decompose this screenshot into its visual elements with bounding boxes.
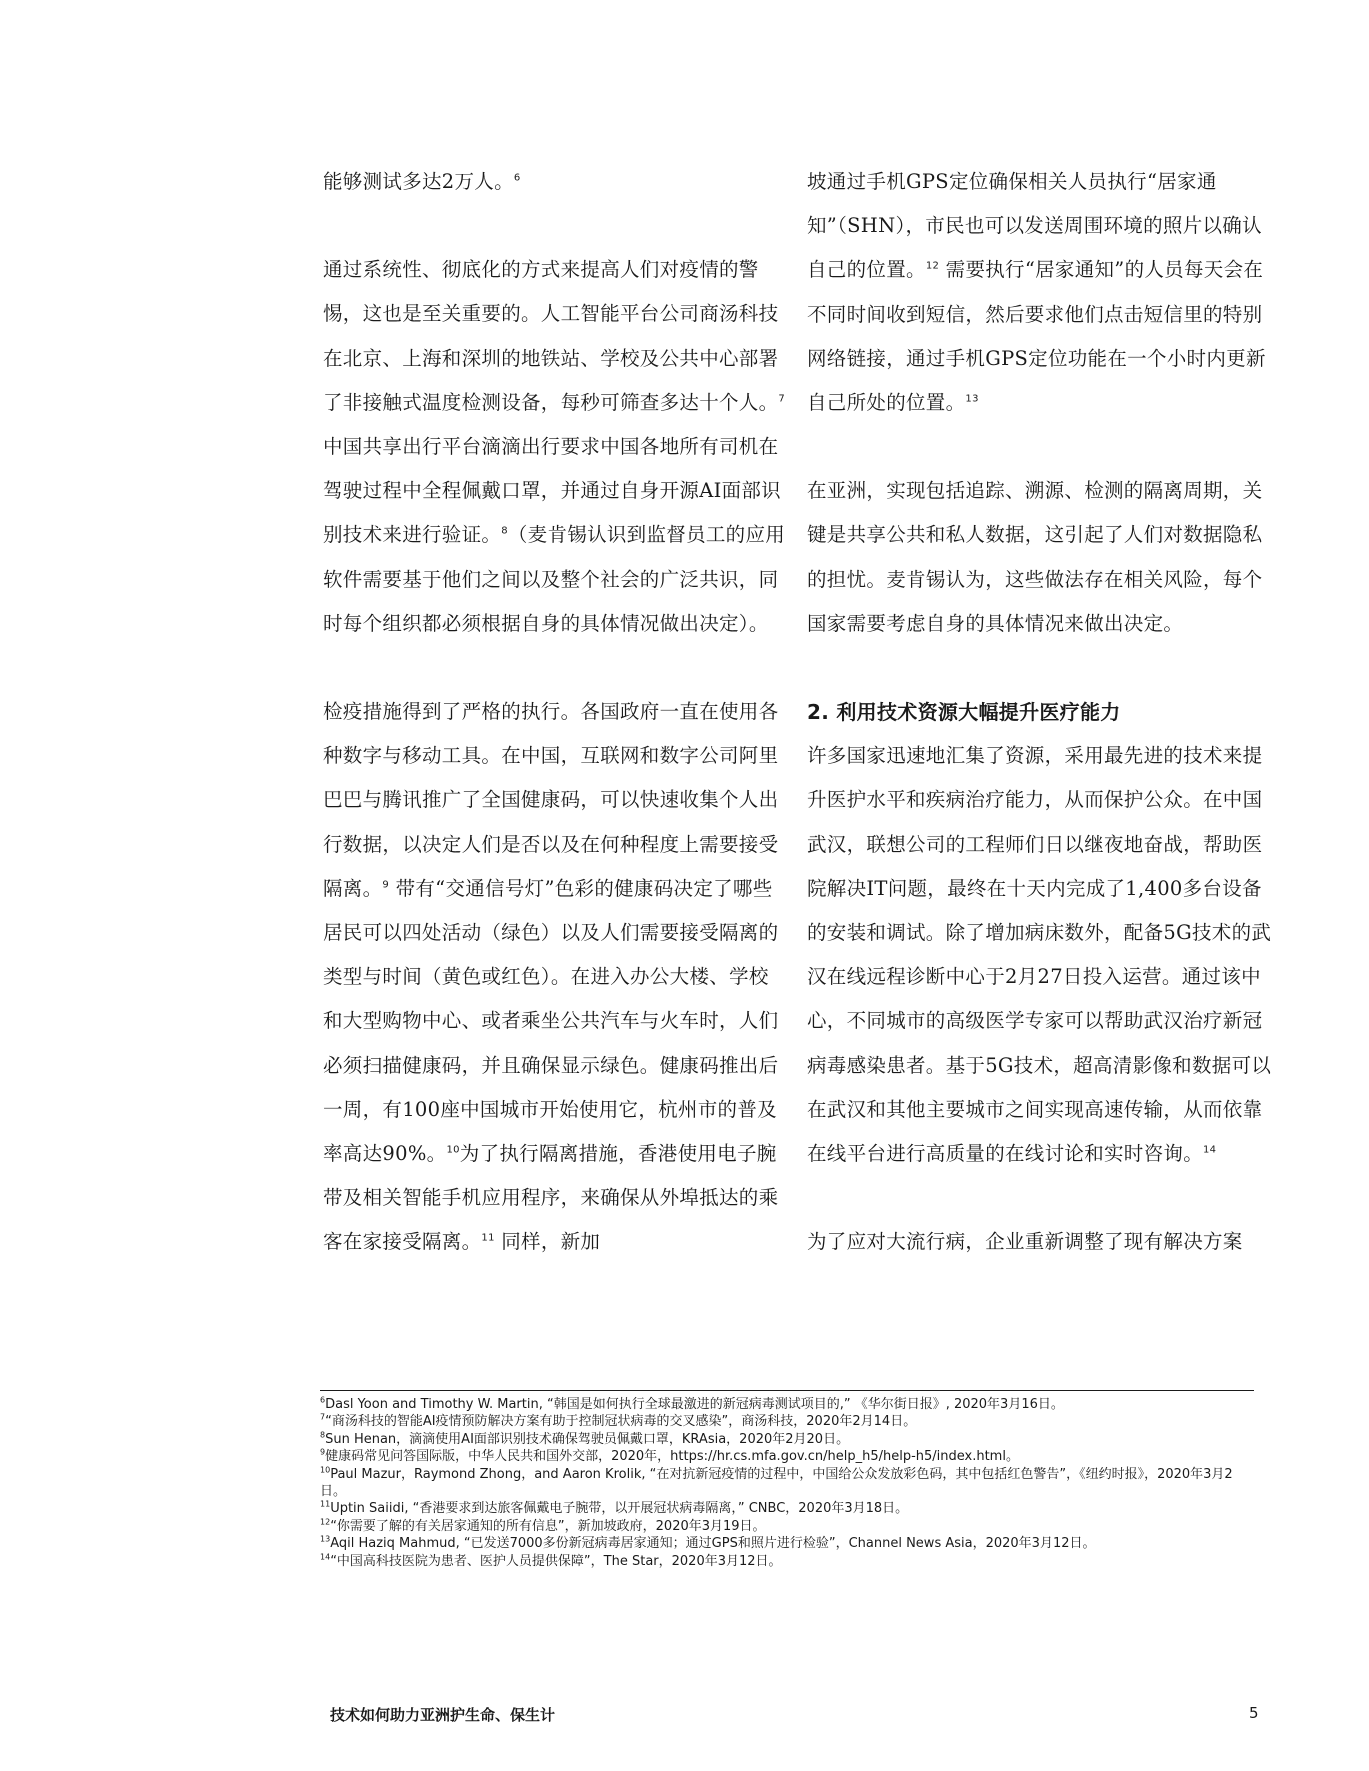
footnote-ref[interactable]: 14 <box>1203 1144 1217 1156</box>
page-number: 5 <box>1249 1704 1259 1722</box>
paragraph: 为了应对大流行病，企业重新调整了现有解决方案 <box>807 1230 1243 1254</box>
footnote-item: $^{13}$Aqil Haziq Mahmud, “已发送7000多份新冠病毒居家通知；通过GPS和照片进行检验”，Channel News Asia，2020年3月12日。 <box>320 1534 1096 1552</box>
footnote-item: $^8$Sun Henan，滴滴使用AI面部识别技术确保驾驶员佩戴口罩，KRAsia，2020年2月20日。 <box>320 1430 850 1447</box>
footnote-item: $^{14}$“中国高科技医院为患者、医护人员提供保障”，The Star，2020年3月12日。 <box>320 1552 782 1569</box>
footnote-ref[interactable]: 8 <box>501 525 508 537</box>
right-column <box>807 160 1272 1264</box>
footnote-divider <box>320 1390 1254 1391</box>
footnote-ref[interactable]: 6 <box>513 172 521 184</box>
footnote-ref[interactable]: 12 <box>925 260 940 272</box>
footnote-item: $^7$“商汤科技的智能AI疫情预防解决方案有助于控制冠状病毒的交叉感染”，商汤科技，2020年2月14日。 <box>320 1413 917 1430</box>
footnote-ref[interactable]: 10 <box>446 1144 460 1156</box>
footnote-ref[interactable]: 7 <box>778 393 786 405</box>
footnote-ref[interactable]: 13 <box>965 393 979 405</box>
footnote-item: $^{10}$Paul Mazur，Raymond Zhong，and Aaron Krolik, “在对抗新冠疫情的过程中，中国给公众发放彩色码，其中包括红色警告”，《纽约时报》，2020年3月2日。 <box>320 1465 1233 1500</box>
section-heading: 2. 利用技术资源大幅提升医疗能力 <box>807 700 1121 725</box>
footnotes <box>320 1396 1254 1570</box>
footnote-ref[interactable]: 9 <box>382 879 390 891</box>
footnote-item: $^{12}$“你需要了解的有关居家通知的所有信息”，新加坡政府，2020年3月19日。 <box>320 1517 766 1534</box>
paragraph: 检疫措施得到了严格的执行。各国政府一直在使用各种数字与移动工具。在中国，互联网和数字公司阿里巴巴与腾讯推广了全国健康码，可以快速收集个人出行数据，以决定人们是否以及在何种程度上需要接受隔离。$^9$ 带有“交通信号灯”色彩的健康码决定了哪些居民可以四处活动（绿色）以及人们需要接受隔离的类型与时间（黄色或红色）。在进入办公大楼、学校和大型购物中心、或者乘坐公共汽车与火车时，人们必须扫描健康码，并且确保显示绿色。健康码推出后一周，有100座中国城市开始使用它，杭州市的普及率高达90%。$^{10}$为了执行隔离措施，香港使用电子腕带及相关智能手机应用程序，来确保从外埠抵达的乘客在家接受隔离。$^{11}$ 同样，新加 <box>323 700 779 1254</box>
footnote-item: $^6$Dasl Yoon and Timothy W. Martin, “韩国是如何执行全球最激进的新冠病毒测试项目的,” 《华尔街日报》, 2020年3月16日。 <box>320 1395 1064 1412</box>
footnote-ref[interactable]: 11 <box>481 1232 495 1244</box>
paragraph: 许多国家迅速地汇集了资源，采用最先进的技术来提升医护水平和疾病治疗能力，从而保护公众。在中国武汉，联想公司的工程师们日以继夜地奋战，帮助医院解决IT问题，最终在十天内完成了1,400多台设备的安装和调试。除了增加病床数外，配备5G技术的武汉在线远程诊断中心于2月27日投入运营。通过该中心，不同城市的高级医学专家可以帮助武汉治疗新冠病毒感染患者。基于5G技术，超高清影像和数据可以在武汉和其他主要城市之间实现高速传输，从而依靠在线平台进行高质量的在线讨论和实时咨询。$^{14}$ <box>807 744 1272 1166</box>
footer-title: 技术如何助力亚洲护生命、保生计 <box>330 1706 556 1724</box>
footnote-item[interactable]: $^9$健康码常见问答国际版，中华人民共和国外交部，2020年，https://hr.cs.mfa.gov.cn/help_h5/help-h5/index.html。 <box>320 1447 1019 1465</box>
paragraph: 能够测试多达2万人。$^6$ <box>323 170 521 193</box>
left-column <box>323 160 788 1265</box>
paragraph: 在亚洲，实现包括追踪、溯源、检测的隔离周期，关键是共享公共和私人数据，这引起了人们对数据隐私的担忧。麦肯锡认为，这些做法存在相关风险，每个国家需要考虑自身的具体情况来做出决定。 <box>807 479 1263 635</box>
paragraph: 通过系统性、彻底化的方式来提高人们对疫情的警惕，这也是至关重要的。人工智能平台公司商汤科技在北京、上海和深圳的地铁站、学校及公共中心部署了非接触式温度检测设备，每秒可筛查多达十个人。$^7$ 中国共享出行平台滴滴出行要求中国各地所有司机在驾驶过程中全程佩戴口罩，并通过自身开源AI面部识别技术来进行验证。$^8$（麦肯锡认识到监督员工的应用软件需要基于他们之间以及整个社会的广泛共识，同时每个组织都必须根据自身的具体情况做出决定）。 <box>323 258 786 635</box>
footnote-item: $^{11}$Uptin Saiidi, “香港要求到达旅客佩戴电子腕带，以开展冠状病毒隔离，” CNBC，2020年3月18日。 <box>320 1500 909 1517</box>
paragraph: 坡通过手机GPS定位确保相关人员执行“居家通知”（SHN），市民也可以发送周围环境的照片以确认自己的位置。$^{12}$ 需要执行“居家通知”的人员每天会在不同时间收到短信，然后要求他们点击短信里的特别网络链接，通过手机GPS定位功能在一个小时内更新自己所处的位置。$^{13}$ <box>807 170 1266 415</box>
